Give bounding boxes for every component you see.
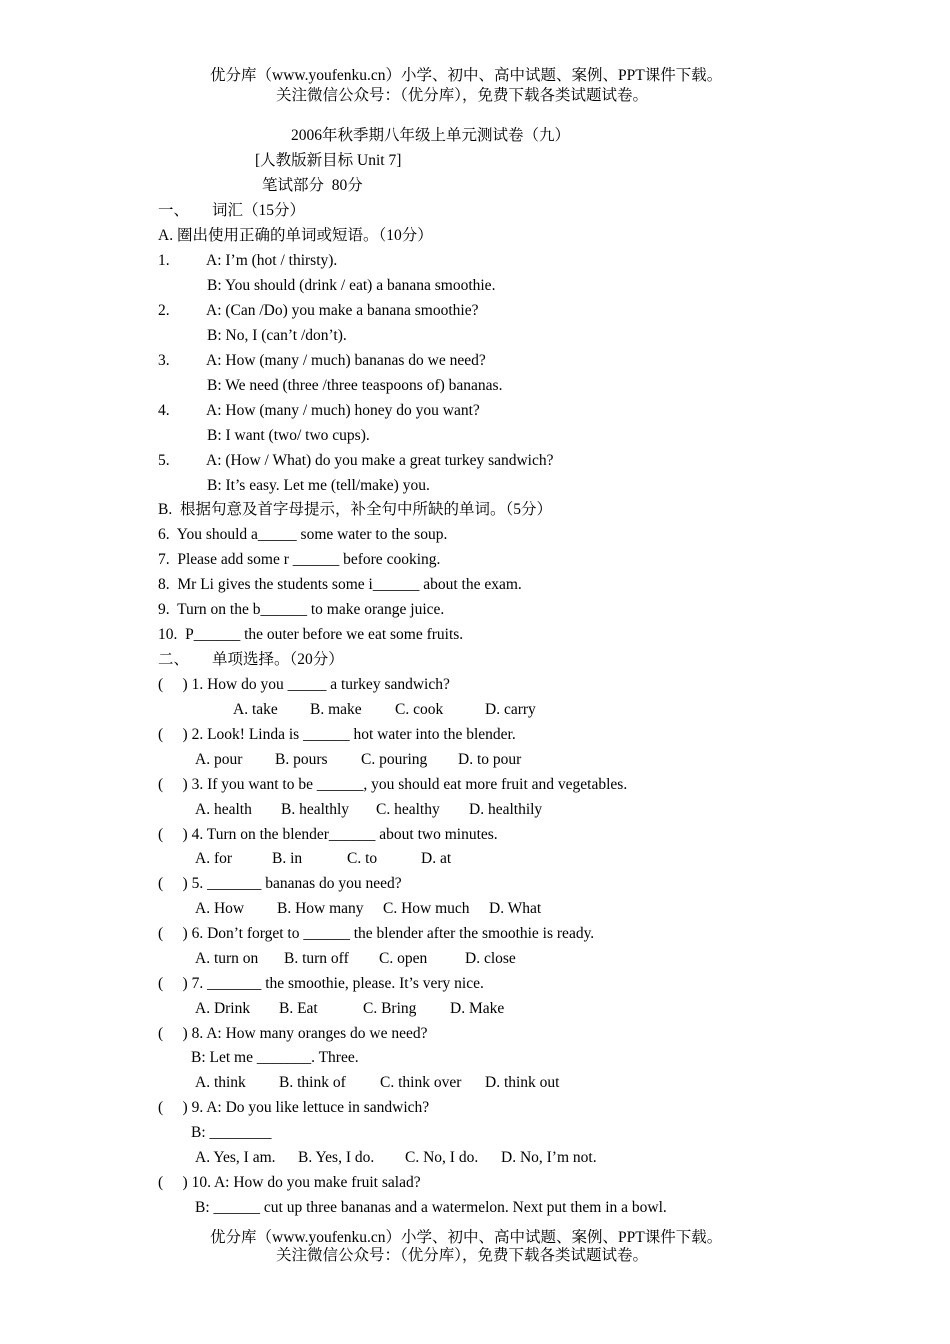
fill-item-10: 10. P______ the outer before we eat some fruits. (158, 626, 464, 643)
q1-option-a: A. take (233, 701, 278, 718)
q6-option-d: D. close (465, 950, 516, 967)
q2-option-b: B. pours (275, 751, 328, 768)
q8-option-c: C. think over (380, 1074, 462, 1091)
q9-option-a: A. Yes, I am. (195, 1149, 276, 1166)
q5-option-c: C. How much (383, 900, 470, 917)
section-1-title: 词汇（15分） (212, 202, 306, 219)
footer-line-1: 优分库（www.youfenku.cn）小学、初中、高中试题、案例、PPT课件下载。 (210, 1229, 723, 1246)
question-9: ( ) 9. A: Do you like lettuce in sandwich? (158, 1099, 430, 1116)
question-7: ( ) 7. _______ the smoothie, please. It’s very nice. (158, 975, 484, 992)
q3-option-d: D. healthily (469, 801, 543, 818)
question-8: ( ) 8. A: How many oranges do we need? (158, 1025, 428, 1042)
q3-option-b: B. healthly (281, 801, 350, 818)
item-2-number: 2. (158, 302, 170, 319)
question-9-b: B: ________ (191, 1124, 272, 1141)
header-line-1: 优分库（www.youfenku.cn）小学、初中、高中试题、案例、PPT课件下载。 (210, 67, 723, 84)
page-subtitle: [人教版新目标 Unit 7] (255, 152, 402, 169)
section-1b-title: B. 根据句意及首字母提示，补全句中所缺的单词。（5分） (158, 501, 552, 518)
q3-option-a: A. health (195, 801, 252, 818)
fill-item-9: 9. Turn on the b______ to make orange juice. (158, 601, 445, 618)
item-5-a: A: (How / What) do you make a great turkey sandwich? (206, 452, 554, 469)
q2-option-d: D. to pour (458, 751, 522, 768)
q1-option-d: D. carry (485, 701, 536, 718)
q7-option-c: C. Bring (363, 1000, 417, 1017)
q2-option-c: C. pouring (361, 751, 428, 768)
q1-option-b: B. make (310, 701, 362, 718)
q7-option-b: B. Eat (279, 1000, 318, 1017)
footer-line-2: 关注微信公众号：（优分库），免费下载各类试题试卷。 (276, 1247, 649, 1264)
question-6: ( ) 6. Don’t forget to ______ the blender after the smoothie is ready. (158, 925, 595, 942)
item-4-number: 4. (158, 402, 170, 419)
q4-option-d: D. at (421, 850, 452, 867)
q5-option-a: A. How (195, 900, 245, 917)
q9-option-c: C. No, I do. (405, 1149, 479, 1166)
q6-option-c: C. open (379, 950, 428, 967)
section-1-number: 一、 (158, 202, 190, 219)
item-2-b: B: No, I (can’t /don’t). (207, 327, 347, 344)
q4-option-c: C. to (347, 850, 378, 867)
q5-option-d: D. What (489, 900, 542, 917)
item-3-a: A: How (many / much) bananas do we need? (206, 352, 486, 369)
question-3: ( ) 3. If you want to be ______, you should eat more fruit and vegetables. (158, 776, 628, 793)
item-2-a: A: (Can /Do) you make a banana smoothie? (206, 302, 479, 319)
header-line-2: 关注微信公众号：（优分库），免费下载各类试题试卷。 (276, 87, 649, 104)
question-1: ( ) 1. How do you _____ a turkey sandwich? (158, 676, 450, 693)
page-title: 2006年秋季期八年级上单元测试卷（九） (291, 127, 571, 144)
section-2-title: 单项选择。（20分） (212, 651, 344, 668)
q3-option-c: C. healthy (376, 801, 440, 818)
q8-option-b: B. think of (279, 1074, 346, 1091)
question-8-b: B: Let me _______. Three. (191, 1049, 359, 1066)
item-4-a: A: How (many / much) honey do you want? (206, 402, 480, 419)
section-2-number: 二、 (158, 651, 190, 668)
section-1a-title: A. 圈出使用正确的单词或短语。（10分） (158, 227, 433, 244)
item-3-number: 3. (158, 352, 170, 369)
q1-option-c: C. cook (395, 701, 444, 718)
question-4: ( ) 4. Turn on the blender______ about two minutes. (158, 826, 498, 843)
part-title: 笔试部分 80分 (262, 177, 363, 194)
fill-item-7: 7. Please add some r ______ before cooking. (158, 551, 441, 568)
question-10: ( ) 10. A: How do you make fruit salad? (158, 1174, 421, 1191)
item-1-a: A: I’m (hot / thirsty). (206, 252, 338, 269)
fill-item-6: 6. You should a_____ some water to the soup. (158, 526, 448, 543)
question-2: ( ) 2. Look! Linda is ______ hot water into the blender. (158, 726, 516, 743)
question-10-b: B: ______ cut up three bananas and a watermelon. Next put them in a bowl. (195, 1199, 667, 1216)
question-5: ( ) 5. _______ bananas do you need? (158, 875, 402, 892)
item-5-number: 5. (158, 452, 170, 469)
fill-item-8: 8. Mr Li gives the students some i______ about the exam. (158, 576, 522, 593)
q8-option-a: A. think (195, 1074, 246, 1091)
q5-option-b: B. How many (277, 900, 364, 917)
item-4-b: B: I want (two/ two cups). (207, 427, 370, 444)
item-3-b: B: We need (three /three teaspoons of) bananas. (207, 377, 503, 394)
q6-option-a: A. turn on (195, 950, 259, 967)
q9-option-b: B. Yes, I do. (298, 1149, 375, 1166)
item-5-b: B: It’s easy. Let me (tell/make) you. (207, 477, 430, 494)
q2-option-a: A. pour (195, 751, 243, 768)
q6-option-b: B. turn off (284, 950, 349, 967)
q4-option-a: A. for (195, 850, 233, 867)
q7-option-d: D. Make (450, 1000, 505, 1017)
q4-option-b: B. in (272, 850, 303, 867)
q9-option-d: D. No, I’m not. (501, 1149, 597, 1166)
item-1-number: 1. (158, 252, 170, 269)
q8-option-d: D. think out (485, 1074, 560, 1091)
item-1-b: B: You should (drink / eat) a banana smoothie. (207, 277, 496, 294)
q7-option-a: A. Drink (195, 1000, 251, 1017)
